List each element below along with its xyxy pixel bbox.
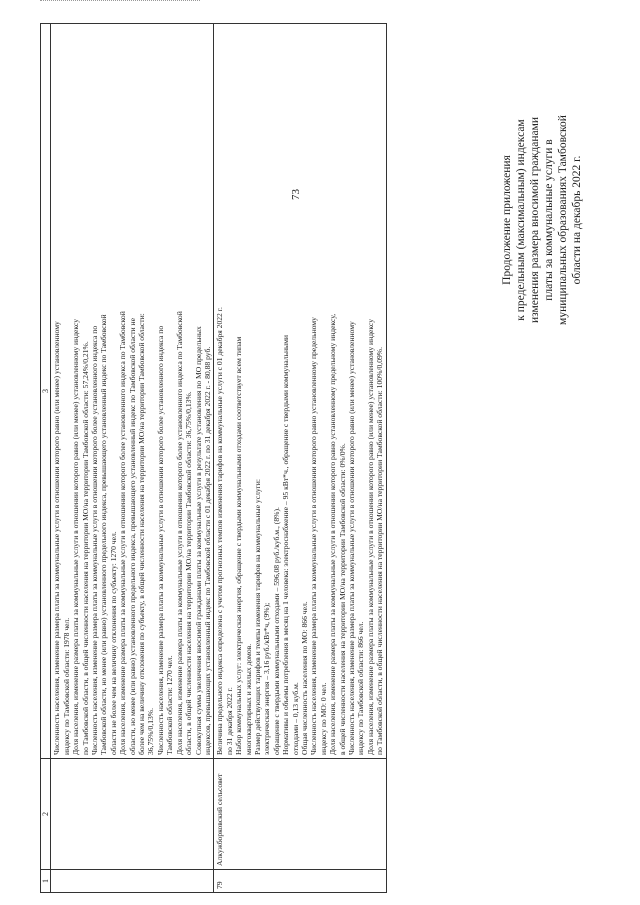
description-line: Доля населения, изменение размера платы за коммунальные услуги в отношении которого более установленного индекса по Тамбовской: [174, 311, 184, 755]
description-line: области, но менее (или равно) установленного предельного индекса, превышающего установленный индекс по Тамбовской области не: [127, 318, 137, 755]
row-description: [214, 24, 386, 759]
description-line: Общая численность населения по МО: 866 чел.: [299, 601, 309, 755]
description-line: отходами – 0,13 куб.м.: [290, 682, 300, 755]
description-line: Численность населения, изменение размера платы за коммунальные услуги в отношении которого более установленного индекса по: [155, 325, 165, 755]
description-line: Доля населения, изменение размера платы за коммунальные услуги в отношении которого равно (или менее) установленному индексу: [71, 319, 81, 755]
municipality-name: Алкужборковский сельсовет: [214, 759, 386, 870]
indices-table: [40, 23, 387, 893]
description-line: Доля населения, изменение размера платы за коммунальные услуги в отношении которого равно установленному предельному индексу,: [328, 313, 338, 755]
description-line: по 31 декабря 2022 г.: [224, 687, 234, 755]
header-line: изменения размера вносимой гражданами: [529, 116, 541, 324]
description-line: Тамбовской области, но менее (или равно) установленного предельного индекса, превышающего установленный индекс по Тамбовской: [99, 314, 109, 755]
header-line: платы за коммунальные услуги в: [543, 139, 555, 301]
description-line: индексу по Тамбовской области: 1978 чел.: [61, 617, 71, 755]
description-line: Размер действующих тарифов и темпы изменения тарифов на коммунальные услуги:: [252, 479, 262, 755]
column-header: 3: [41, 24, 51, 759]
description-line: многоквартирных и жилых домов.: [243, 643, 253, 755]
description-line: Тамбовской области: 1270 чел.: [165, 655, 175, 755]
row-number: [51, 870, 214, 893]
description-line: Нормативы и объемы потребления в месяц на 1 человека: электроснабжение – 95 кВт*ч., обращение с твердыми коммунальными: [281, 335, 291, 755]
header-line: к предельным (максимальным) индексам: [515, 119, 527, 321]
row-number: 79: [214, 870, 386, 893]
description-line: в общей численности населения на территории МО/на территории Тамбовской области: 0%/0%.: [337, 443, 347, 755]
description-line: электрическая энергия – 3,16 руб./кВт*ч, (9%);: [262, 602, 272, 755]
description-line: 36,75%/0,13%.: [146, 707, 156, 755]
row-description: [51, 24, 214, 759]
appendix-header: [500, 40, 584, 400]
column-header: 1: [41, 870, 51, 893]
description-line: по Тамбовской области, в общей численности населения на территории МО/на территории Тамбовской области: 100%/0,09%.: [375, 346, 385, 755]
column-header: 2: [41, 759, 51, 870]
description-line: индексу по МО: 0 чел.: [318, 682, 328, 755]
municipality-name: [51, 759, 214, 870]
header-line: Продолжение приложения: [501, 155, 513, 285]
description-line: индексу по Тамбовской области: 866 чел.: [356, 621, 366, 755]
description-line: Совокупная сумма увеличения вносимой гражданами платы за коммунальные услуги в результате установления по МО предельных: [193, 326, 203, 755]
table-row: [214, 24, 386, 893]
description-line: Численность населения, изменение размера платы за коммунальные услуги в отношении которого равно (или менее) установленному: [347, 321, 356, 755]
description-line: Численность населения, изменение размера платы за коммунальные услуги в отношении которого равно (или менее) установленному: [52, 321, 62, 755]
description-line: области, в общей численности населения на территории МО/на территории Тамбовской области: 36,75%/0,13%.: [184, 391, 194, 755]
table-row: [51, 24, 214, 893]
description-line: более чем на величину отклонения по субъекту, в общей численности населения на территории МО/на территории Тамбовской области:: [137, 313, 147, 755]
description-line: области не более чем на величину отклонения по субъекту: 1270 чел.: [108, 531, 118, 755]
description-line: индексов, превышающих установленный индекс по Тамбовской области с 01 декабря 2022 г. по 31 декабря 2022 г. - 80,88 руб.: [202, 346, 212, 755]
description-line: Численность населения, изменение размера платы за коммунальные услуги в отношении которого более установленного индекса по: [90, 325, 100, 755]
page-number: 73: [290, 189, 302, 200]
header-line: области на декабрь 2022 г.: [571, 155, 583, 285]
description-line: Величина предельного индекса определена с учетом прогнозных темпов изменения тарифов на коммунальные услуги с 01 декабря 2022 г.: [215, 307, 225, 755]
description-line: Доля населения, изменение размера платы за коммунальные услуги в отношении которого более установленного индекса по Тамбовской: [118, 311, 128, 755]
table-header-row: [41, 24, 51, 893]
description-line: Доля населения, изменение размера платы за коммунальные услуги в отношении которого равно (или менее) установленному индексу: [365, 319, 375, 755]
description-line: по Тамбовской области, в общей численности населения на территории МО/на территории Тамбовской области: 57,24%/0,21%.: [80, 341, 90, 755]
description-line: Набор коммунальных услуг: электрическая энергия, обращение с твердыми коммунальными отходами соответствует всем типам: [234, 336, 244, 755]
description-line: обращение с твердыми коммунальными отходами – 596,08 руб./куб.м., (8%).: [271, 507, 281, 755]
description-line: Численность населения, изменение размера платы за коммунальные услуги в отношении которого равно установленному предельному: [309, 317, 319, 755]
header-line: муниципальных образованиях Тамбовской: [557, 115, 569, 325]
